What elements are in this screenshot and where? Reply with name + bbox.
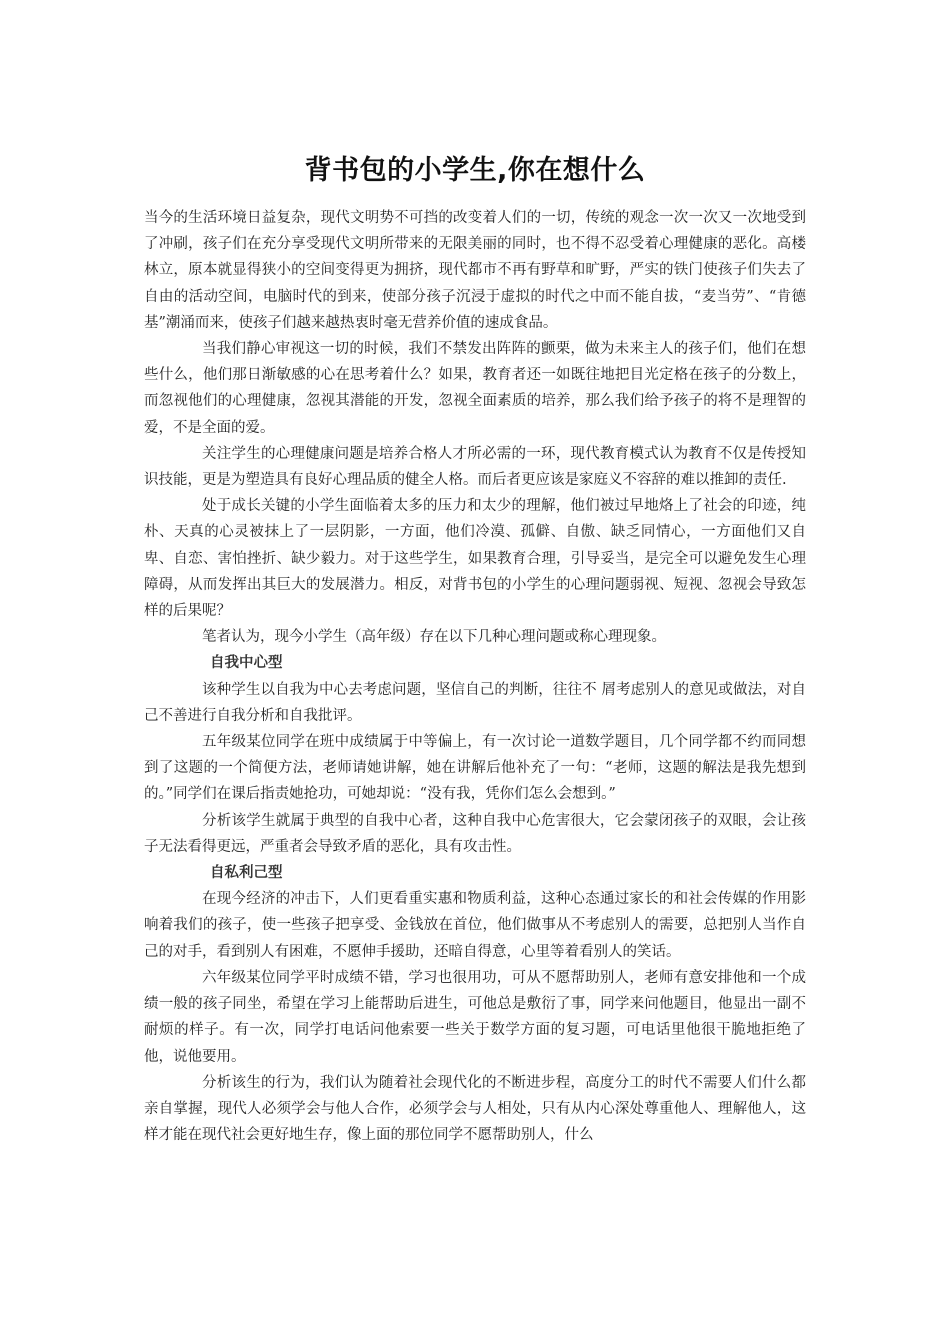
document-body [144, 205, 806, 1148]
section-heading: 自我中心型 [210, 655, 283, 672]
paragraph: 关注学生的心理健康问题是培养合格人才所必需的一环，现代教育模式认为教育不仅是传授知识技能，更是为塑造具有良好心理品质的健全人格。而后者更应该是家庭义不容辞的难以推卸的责任. [144, 445, 806, 489]
paragraph: 分析该生的行为，我们认为随着社会现代化的不断进步程，高度分工的时代不需要人们什么都亲自掌握，现代人必须学会与他人合作，必须学会与人相处，只有从内心深处尊重他人、理解他人，这样才能在现代社会更好地生存，像上面的那位同学不愿帮助别人，什么 [144, 1074, 806, 1144]
paragraph: 六年级某位同学平时成绩不错，学习也很用功，可从不愿帮助别人，老师有意安排他和一个成绩一般的孩子同坐，希望在学习上能帮助后进生，可他总是敷衍了事，同学来问他题目，他显出一副不耐烦的样子。有一次，同学打电话问他索要一些关于数学方面的复习题，可电话里他很干脆地拒绝了他，说他要用。 [144, 969, 806, 1065]
paragraph: 笔者认为，现今小学生（高年级）存在以下几种心理问题或称心理现象。 [202, 629, 666, 646]
paragraph: 在现今经济的冲击下，人们更看重实惠和物质利益，这种心态通过家长的和社会传媒的作用影响着我们的孩子，使一些孩子把享受、金钱放在首位，他们做事从不考虑别人的需要，总把别人当作自己的对手，看到别人有困难，不愿伸手援助，还暗自得意，心里等着看别人的笑话。 [144, 891, 806, 960]
section-heading: 自私利己型 [210, 865, 283, 882]
paragraph: 分析该学生就属于典型的自我中心者，这种自我中心危害很大，它会蒙闭孩子的双眼，会让孩子无法看得更远，严重者会导致矛盾的恶化，具有攻击性。 [144, 812, 806, 855]
document-title: 背书包的小学生,你在想什么 [304, 155, 646, 186]
paragraph: 该种学生以自我为中心去考虑问题，坚信自己的判断，往往不 屑考虑别人的意见或做法，对自己不善进行自我分析和自我批评。 [144, 681, 806, 724]
paragraph: 当今的生活环境日益复杂，现代文明势不可挡的改变着人们的一切，传统的观念一次一次又一次地受到了冲刷，孩子们在充分享受现代文明所带来的无限美丽的同时，也不得不忍受着心理健康的恶化。高楼林立，原本就显得狭小的空间变得更为拥挤，现代都市不再有野草和旷野，严实的铁门使孩子们失去了自由的活动空间，电脑时代的到来，使部分孩子沉浸于虚拟的时代之中而不能自拔，“麦当劳”、“肯德基”潮涌而来，使孩子们越来越热衷时毫无营养价值的速成食品。 [144, 210, 806, 331]
paragraph: 五年级某位同学在班中成绩属于中等偏上，有一次讨论一道数学题目，几个同学都不约而同想到了这题的一个简便方法，老师请她讲解，她在讲解后他补充了一句：“老师，这题的解法是我先想到的。”同学们在课后指责她抢功，可她却说：“没有我，凭你们怎么会想到。” [144, 734, 806, 803]
paragraph: 当我们静心审视这一切的时候，我们不禁发出阵阵的颤栗，做为未来主人的孩子们，他们在想些什么，他们那日渐敏感的心在思考着什么？如果，教育者还一如既往地把目光定格在孩子的分数上，而忽视他们的心理健康，忽视其潜能的开发，忽视全面素质的培养，那么我们给予孩子的将不是理智的爱，不是全面的爱。 [144, 341, 806, 436]
paragraph: 处于成长关键的小学生面临着太多的压力和太少的理解，他们被过早地烙上了社会的印迹，纯朴、天真的心灵被抹上了一层阴影，一方面，他们冷漠、孤僻、自傲、缺乏同情心，一方面他们又自卑、自恋、害怕挫折、缺少毅力。对于这些学生，如果教育合理，引导妥当，是完全可以避免发生心理障碍，从而发挥出其巨大的发展潜力。相反，对背书包的小学生的心理问题弱视、短视、忽视会导致怎样的后果呢？ [144, 498, 806, 620]
